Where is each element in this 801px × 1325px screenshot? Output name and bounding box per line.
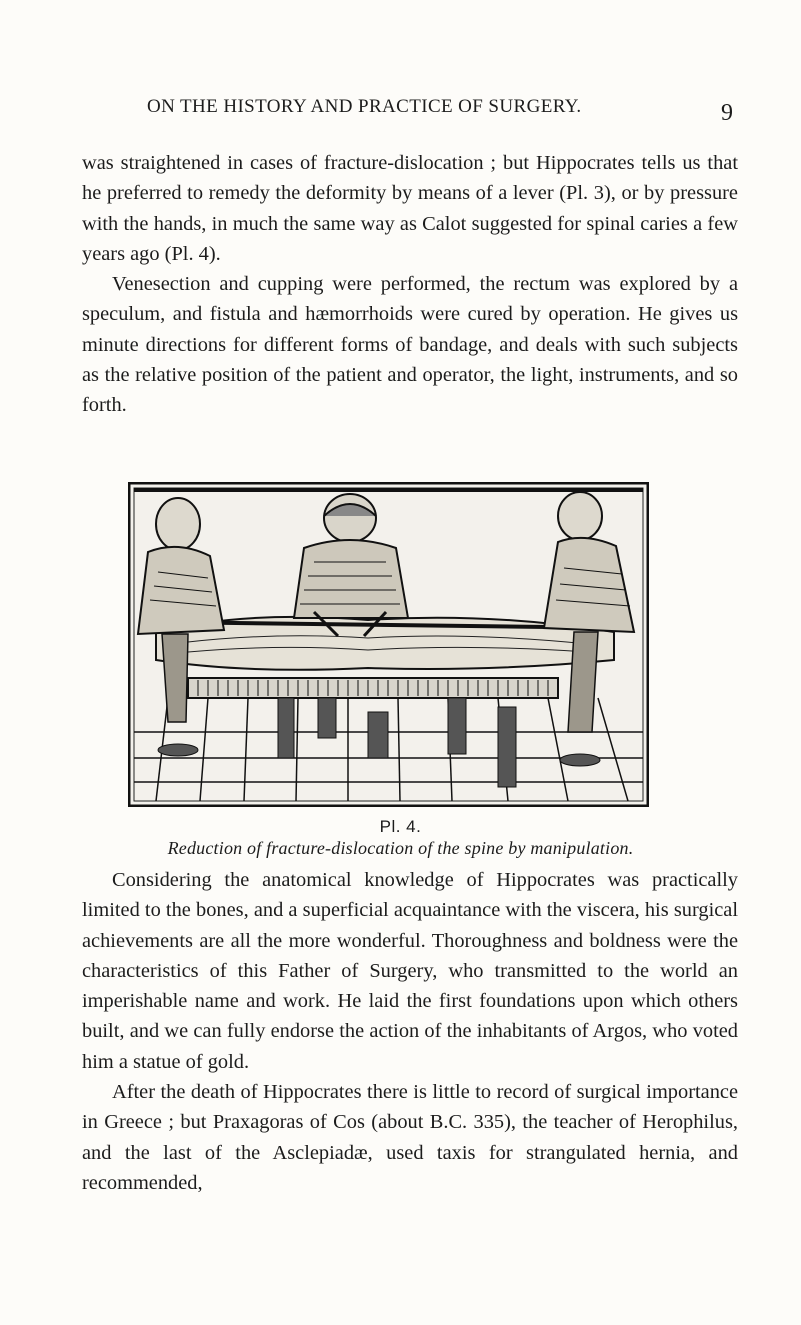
bench-top [188,678,558,698]
woodcut-illustration [128,482,649,807]
bench-legs [278,698,516,787]
left-attendant-foot [158,744,198,756]
central-physician [294,494,408,636]
paragraph-venesection: Venesection and cupping were performed, the rectum was explored by a speculum, and fistula and hæmorrhoids were cured by operation. He gives us minute directions for different forms of bandage, and deals with such subjects as the relative position of the patient and operator, the light, instruments, and so forth. [82,273,738,417]
woodcut-drawing [128,482,649,807]
plate-caption: Reduction of fracture-dislocation of the spine by manipulation. [167,838,634,858]
running-head [0,92,801,132]
page-number: 9 [721,100,733,126]
paragraph-anatomical-knowledge: Considering the anatomical knowledge of Hippocrates was practically limited to the bones, and a superficial acquaintance with the viscera, his surgical achievements are all the more wonderful. Thoroughness and boldness were the characteristics of this Father of Surgery, who transmitted to the world an imperishable name and work. He laid the first foundations upon which others built, and we can fully endorse the action of the inhabitants of Argos, who voted him a statue of gold. [82,869,738,1073]
text-block-top [82,148,738,421]
paragraph-continued: was straightened in cases of fracture-dislocation ; but Hippocrates tells us that he preferred to remedy the deformity by means of a lever (Pl. 3), or by pressure with the hands, in much the same way as Calot suggested for spinal caries a few years ago (Pl. 4). [82,152,738,265]
paragraph-after-hippocrates: After the death of Hippocrates there is little to record of surgical importance in Greece ; but Praxagoras of Cos (about B.C. 335), the teacher of Herophilus, and the last of the Asclepiadæ, used taxis for strangulated hernia, and recommended, [82,1081,738,1194]
running-title: ON THE HISTORY AND PRACTICE OF SURGERY. [147,96,582,117]
plate-label: Pl. 4. [379,817,422,836]
text-block-bottom [82,865,738,1198]
right-attendant-foot [560,754,600,766]
